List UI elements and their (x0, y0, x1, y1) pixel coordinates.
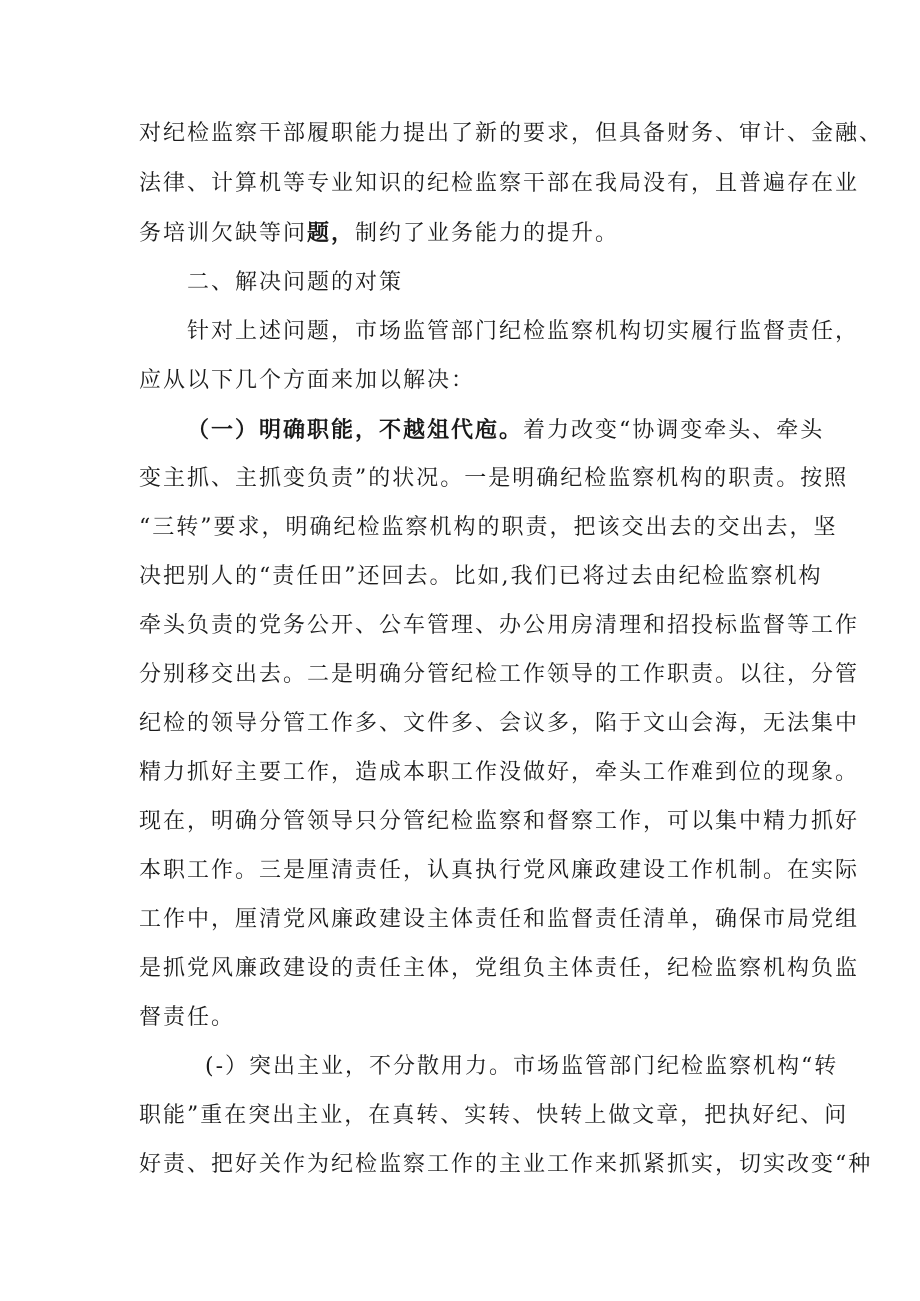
text-span: 着力改变“协调变牵头、牵头 (523, 418, 825, 443)
text-line: 是抓党风廉政建设的责任主体，党组负主体责任，纪检监察机构负监 (139, 956, 860, 981)
text-line: 牵头负责的党务公开、公车管理、办公用房清理和招投标监督等工作 (139, 613, 860, 638)
text-line: 工作中，厘清党风廉政建设主体责任和监督责任清单，确保市局党组 (139, 907, 860, 932)
text-line: 纪检的领导分管工作多、文件多、会议多，陷于文山会海，无法集中 (139, 711, 860, 736)
text-span: 制约了业务能力的提升。 (355, 221, 620, 246)
text-line: 精力抓好主要工作，造成本职工作没做好，牵头工作难到位的现象。 (139, 760, 860, 785)
text-line: 分别移交出去。二是明确分管纪检工作领导的工作职责。以往，分管 (139, 662, 860, 687)
text-line: (-）突出主业，不分散用力。市场监管部门纪检监察机构“转 (205, 1054, 839, 1079)
text-line: 职能”重在突出主业，在真转、实转、快转上做文章，把执好纪、问 (139, 1103, 849, 1128)
text-line: 好责、把好关作为纪检监察工作的主业工作来抓紧抓实，切实改变“种 (139, 1152, 873, 1177)
text-line: 现在，明确分管领导只分管纪检监察和督察工作，可以集中精力抓好 (139, 809, 860, 834)
subsection-heading: （一）明确职能，不越俎代庖。 (187, 417, 524, 443)
text-line: 督责任。 (139, 1005, 236, 1030)
bold-text-span: 题， (307, 220, 356, 246)
text-line: 法律、计算机等专业知识的纪检监察干部在我局没有，且普遍存在业 (139, 171, 860, 196)
text-line: 决把别人的“责任田”还回去。比如,我们已将过去由纪检监察机构 (139, 564, 823, 589)
text-line: 对纪检监察干部履职能力提出了新的要求，但具备财务、审计、金融、 (139, 121, 884, 146)
text-line: 本职工作。三是厘清责任，认真执行党风廉政建设工作机制。在实际 (139, 858, 860, 883)
text-line (139, 218, 619, 249)
text-line (187, 415, 824, 446)
text-line: 针对上述问题，市场监管部门纪检监察机构切实履行监督责任， (187, 319, 860, 344)
section-heading: 二、解决问题的对策 (187, 270, 404, 295)
text-line: “三转”要求，明确纪检监察机构的职责，把该交出去的交出去，坚 (139, 515, 838, 540)
text-line: 应从以下几个方面来加以解决： (139, 368, 476, 393)
text-line: 变主抓、主抓变负责”的状况。一是明确纪检监察机构的职责。按照 (139, 466, 849, 491)
text-span: 务培训欠缺等问 (139, 221, 308, 246)
